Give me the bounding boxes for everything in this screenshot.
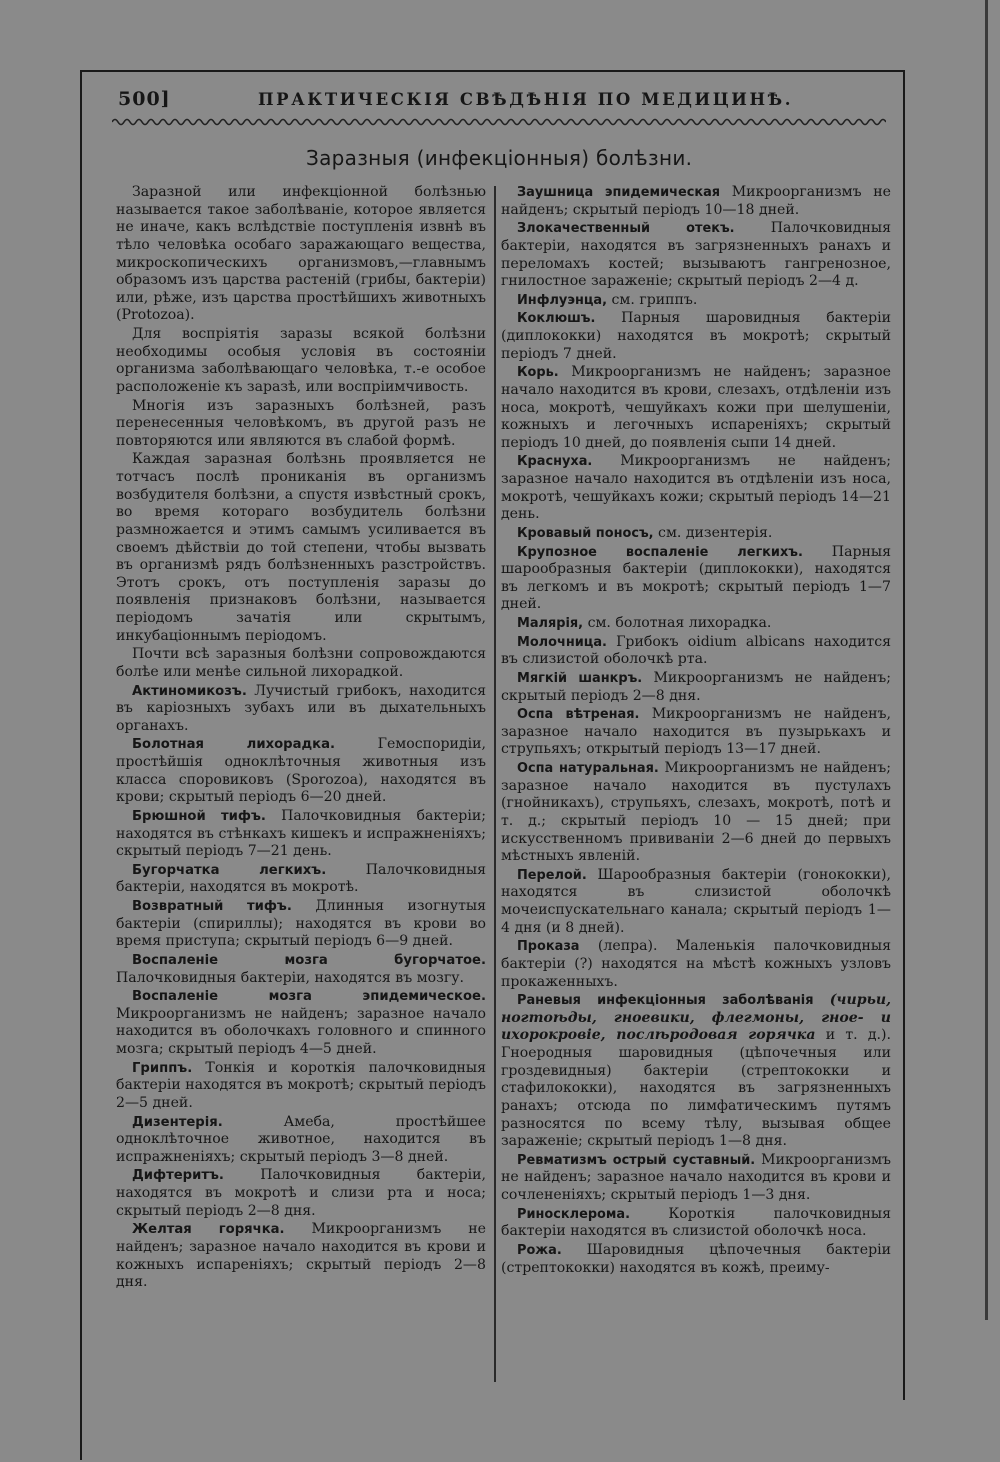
entry-text: Микроорганизмъ не найденъ; заразное начало находится въ отдѣленіи изъ носа, мокротѣ, чешуйкахъ кожи; скрытый періодъ 14—21 день. [501,453,891,523]
entry-term: Крупозное воспаленіе легкихъ. [517,544,803,560]
entry-term: Инфлуэнца, [517,292,608,308]
dictionary-entry [501,867,891,938]
entry-term: Мягкій шанкръ. [517,670,643,686]
right-column [501,184,891,1277]
entry-text: Парныя шаровидныя бактеріи (диплококки) находятся въ мокротѣ; скрытый періодъ 7 дней. [501,310,891,362]
entry-term: Дизентерія. [132,1114,223,1130]
entry-text: Палочковидныя бактеріи; находятся въ стѣнкахъ кишекъ и испражненіяхъ; скрытый періодъ 7—21 день. [116,807,486,860]
dictionary-entry [116,736,486,807]
page-border-right [903,70,905,1400]
entry-text: Палочковидныя бактеріи, находятся въ мозгу. [116,969,464,986]
entry-text: Микроорганизмъ не найденъ; скрытый періодъ 2—8 дня. [501,669,891,704]
entry-text: Длинныя изогнутыя бактеріи (спириллы); находятся въ крови во время приступа; скрытый періодъ 6—9 дней. [116,898,487,950]
entry-text: Микроорганизмъ не найденъ; заразное начало находится въ крови и сочлененіяхъ; скрытый періодъ 1—3 дня. [501,1151,891,1203]
entry-term: Оспа натуральная. [517,761,659,776]
entry-text: Лучистый грибокъ, находится въ каріозныхъ зубахъ или въ дыхательныхъ органахъ. [116,682,487,734]
entry-term: Воспаленіе мозга бугорчатое. [132,952,486,968]
entry-text: Микроорганизмъ не найденъ; скрытый періодъ 10—18 дней. [501,184,891,218]
dictionary-entry [501,938,891,991]
dictionary-entry [116,1167,486,1220]
entry-term: Перелой. [517,867,587,883]
entry-term: Брюшной тифъ. [132,808,266,824]
dictionary-entry [501,670,891,705]
dictionary-entry [501,1206,891,1241]
entry-text: Палочковидныя бактеріи, находятся въ мокротѣ и слизи рта и носа; скрытый періодъ 2—8 дня. [116,1167,487,1219]
entry-text: (лепра). Маленькія палочковидныя бактеріи (?) находятся на мѣстѣ кожныхъ узловъ прокаженныхъ. [501,938,892,990]
intro-paragraph [116,326,486,397]
page-header [118,88,888,114]
entry-text: Короткія палочковидныя бактеріи находятся въ слизистой оболочкѣ носа. [501,1205,891,1240]
dictionary-entry [501,760,891,866]
dictionary-entry [116,898,486,951]
page-number: 500] [118,88,171,110]
dictionary-entry [116,683,486,736]
dictionary-entry [501,453,891,524]
entry-text: Палочковидныя бактеріи, находятся въ мокротѣ. [116,861,486,896]
entry-text: см. дизентерія. [658,524,773,541]
dictionary-entry [501,1242,891,1277]
entry-term: Возвратный тифъ. [132,899,292,914]
dictionary-entry [501,634,891,669]
entry-term: Краснуха. [517,454,593,470]
entry-term: Риносклерома. [517,1206,631,1222]
dictionary-entry [501,1152,891,1205]
entry-term: Гриппъ. [132,1060,193,1076]
intro-paragraph [116,451,486,645]
entry-text: и т. д.). Гноеродныя шаровидныя (цѣпочечныя или гроздевидныя) бактеріи (стрептококки и стафилококки), находятся въ загрязненныхъ ранахъ; отсюда по лимфатическимъ путямъ разносятся по всему тѣлу, вызывая общее зараженіе; скрытый періодъ 1—8 дня. [501,1027,891,1150]
dictionary-entry [501,525,891,543]
entry-text: см. болотная лихорадка. [587,615,772,631]
entry-text: Грибокъ oidium albicans находится въ слизистой оболочкѣ рта. [501,633,891,668]
entry-text: Парныя шарообразныя бактеріи (диплококки), находятся въ легкомъ и въ мокротѣ; скрытый періодъ 1—7 дней. [501,543,892,613]
entry-variants: (чирьи, ногтоѣды, гноевики, флегмоны, гное- и ихорокровіе, послѣродовая горячка [501,992,892,1044]
entry-text: Микроорганизмъ не найденъ; заразное начало находится въ крови и кожныхъ испареніяхъ; скрытый періодъ 2—8 дня. [116,1221,486,1291]
page-border-top [80,70,905,72]
entry-term: Желтая горячка. [132,1222,285,1238]
entry-text: Гемоспоридіи, простѣйшія одноклѣточныя животныя изъ класса споровиковъ (Sporozoa), находятся въ крови; скрытый періодъ 6—20 дней. [116,736,486,806]
entry-term: Ревматизмъ острый суставный. [517,1152,756,1168]
entry-text: Микроорганизмъ не найденъ; заразное начало находится въ пустулахъ (гнойникахъ), струпьяхъ, слезахъ, мокротѣ, потѣ и т. д.; скрытый періодъ 10 — 15 дней; при искусственномъ прививаніи 2—6 дней до первыхъ мѣстныхъ явленій. [501,760,891,865]
column-divider [494,186,496,1382]
dictionary-entry [116,1060,486,1113]
entry-term: Молочница. [517,634,607,650]
left-column [116,184,486,1292]
entry-term: Оспа вѣтреная. [517,707,640,723]
dictionary-entry [501,184,891,219]
dictionary-entry [116,808,486,861]
entry-term: Воспаленіе мозга эпидемическое. [132,989,486,1005]
intro-paragraph [116,184,486,325]
entry-text: Микроорганизмъ не найденъ; заразное начало находится въ крови, слезахъ, отдѣленіи изъ носа, мокротѣ, чешуйкахъ кожи при шелушеніи, кожныхъ и легочныхъ испареніяхъ; скрытый періодъ 10 дней, до появленія сыпи 14 дней. [501,364,892,451]
dictionary-entry [501,615,891,633]
dictionary-entry [116,952,486,987]
dictionary-entry [116,988,486,1059]
entry-term: Проказа [517,939,580,955]
page-border-left [80,70,82,1460]
dictionary-entry [116,862,486,897]
dictionary-entry [116,1114,486,1167]
entry-term: Малярія, [517,616,584,631]
entry-term: Дифтеритъ. [132,1168,224,1184]
entry-text: Амеба, простѣйшее одноклѣточное животное, находится въ испражненіяхъ; скрытый періодъ 3—8 дней. [116,1113,486,1165]
entry-term: Кровавый поносъ, [517,525,654,541]
section-title: Заразныя (инфекціонныя) болѣзни. [306,146,693,170]
entry-text: Каждая заразная болѣзнь проявляется не тотчасъ послѣ прониканія въ организмъ возбудителя болѣзни, а спустя извѣстный срокъ, во время котораго возбудитель болѣзни размножается и этимъ самымъ усиливается въ своемъ дѣйствіи до той степени, чтобы вызвать въ организмѣ рядъ болѣзненныхъ разстройствъ. Этотъ срокъ, отъ поступленія заразы до появленія признаковъ болѣзни, называется періодомъ зачатія или скрытымъ, инкубаціоннымъ періодомъ. [116,451,486,644]
entry-text: Многія изъ заразныхъ болѣзней, разъ перенесенныя человѣкомъ, въ другой разъ не повторяются или являются въ слабой формѣ. [116,397,486,449]
dictionary-entry [116,1221,486,1292]
entry-text: Для воспріятія заразы всякой болѣзни необходимы особыя условія въ состояніи организма заболѣвающаго человѣка, т.-е особое расположеніе къ заразѣ, или воспріимчивость. [116,326,486,395]
entry-text: Тонкія и короткія палочковидныя бактеріи находятся въ мокротѣ; скрытый періодъ 2—5 дней. [116,1059,486,1111]
entry-term: Коклюшъ. [517,311,596,327]
intro-paragraph [116,646,486,681]
entry-term: Актиномикозъ. [132,683,247,699]
entry-text: Шаровидныя цѣпочечныя бактеріи (стрептококки) находятся въ кожѣ, преиму- [501,1241,891,1276]
dictionary-entry [501,706,891,759]
page-edge-right [985,0,988,1320]
dictionary-entry [501,364,891,452]
entry-text: Шарообразныя бактеріи (гонококки), находятся въ слизистой оболочкѣ мочеиспускательнаго канала; скрытый періодъ 1—4 дня (и 8 дней). [501,866,892,936]
entry-term: Злокачественный отекъ. [517,221,735,237]
dictionary-entry [501,544,891,615]
dictionary-entry [501,992,891,1151]
entry-term: Бугорчатка легкихъ. [132,862,327,878]
entry-term: Рожа. [517,1242,562,1258]
entry-term: Болотная лихорадка. [132,737,335,753]
entry-term: Заушница эпидемическая [517,185,721,200]
dictionary-entry [501,292,891,310]
dictionary-entry [501,310,891,363]
entry-text: см. гриппъ. [611,291,698,308]
entry-text: Почти всѣ заразныя болѣзни сопровождаются болѣе или менѣе сильной лихорадкой. [116,646,486,680]
dictionary-entry [501,220,891,291]
header-wavy-rule [112,116,886,128]
entry-text: Микроорганизмъ не найденъ, заразное начало находится въ пузырькахъ и струпьяхъ; открытый періодъ 13—17 дней. [501,706,891,758]
entry-text: Микроорганизмъ не найденъ; заразное начало находится въ оболочкахъ головного и спинного мозга; скрытый періодъ 4—5 дней. [116,1005,486,1057]
entry-text: Палочковидныя бактеріи, находятся въ загрязненныхъ ранахъ и переломахъ костей; вызываютъ гангренозное, гнилостное зараженіе; скрытый періодъ 2—4 д. [501,220,891,290]
entry-text: Заразной или инфекціонной болѣзнью называется такое заболѣваніе, которое является не иначе, какъ вслѣдствіе поступленія извнѣ въ тѣло человѣка особаго заражающаго вещества, микроскопическихъ организмовъ,—главнымъ образомъ изъ царства растеній (грибы, бактеріи) или, рѣже, изъ царства простѣйшихъ животныхъ (Protozoa). [116,184,486,324]
entry-term: Корь. [517,365,559,381]
running-title: ПРАКТИЧЕСКІЯ СВѢДѢНІЯ ПО МЕДИЦИНѢ. [258,90,794,109]
intro-paragraph [116,398,486,451]
entry-term: Раневыя инфекціонныя заболѣванія [517,993,814,1009]
